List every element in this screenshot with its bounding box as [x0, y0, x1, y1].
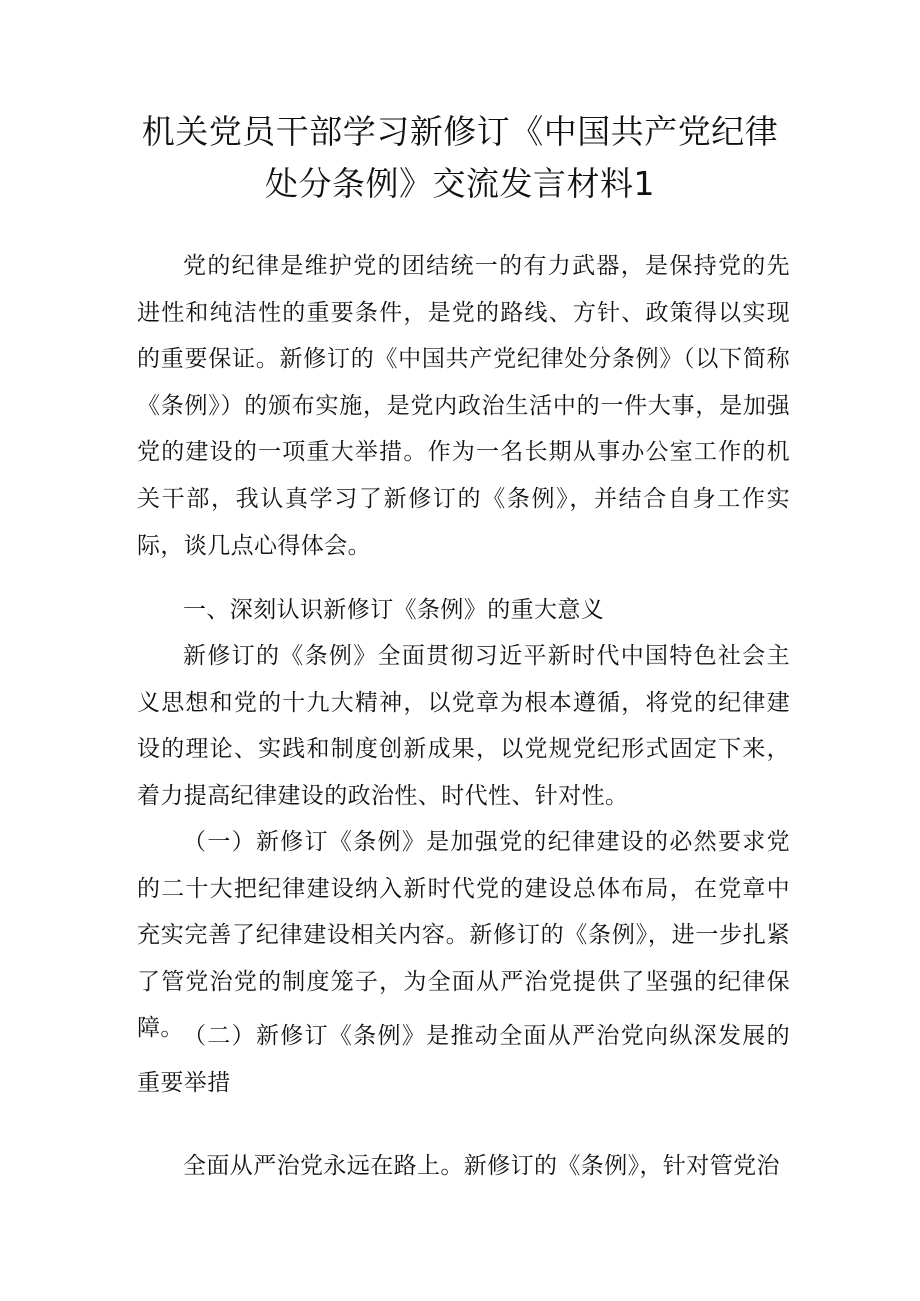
section-heading-1: 一、深刻认识新修订《条例》的重大意义 [183, 597, 605, 623]
subsection-2-paragraph: 全面从严治党永远在路上。新修订的《条例》，针对管党治 [183, 1153, 780, 1179]
section-1-paragraph: 新修订的《条例》全面贯彻习近平新时代中国特色社会主义思想和党的十九大精神，以党章为根本遵循，将党的纪律建设的理论、实践和制度创新成果，以党规党纪形式固定下来，着力提高纪律建设的政治性、时代性、针对性。 [137, 643, 790, 809]
subsection-2-heading: （二）新修订《条例》是推动全面从严治党向纵深发展的重要举措 [137, 1023, 790, 1096]
document-title-line-2: 处分条例》交流发言材料1 [265, 164, 655, 203]
intro-paragraph: 党的纪律是维护党的团结统一的有力武器，是保持党的先进性和纯洁性的重要条件，是党的路线、方针、政策得以实现的重要保证。新修订的《中国共产党纪律处分条例》（以下简称《条例》）的颁布实施，是党内政治生活中的一件大事，是加强党的建设的一项重大举措。作为一名长期从事办公室工作的机关干部，我认真学习了新修订的《条例》，并结合自身工作实际，谈几点心得体会。 [137, 253, 790, 559]
subsection-1-paragraph: （一）新修订《条例》是加强党的纪律建设的必然要求党的二十大把纪律建设纳入新时代党的建设总体布局，在党章中充实完善了纪律建设相关内容。新修订的《条例》，进一步扎紧了管党治党的制度笼子，为全面从严治党提供了坚强的纪律保障。 [137, 829, 790, 1042]
document-title-line-1: 机关党员干部学习新修订《中国共产党纪律 [141, 112, 779, 151]
